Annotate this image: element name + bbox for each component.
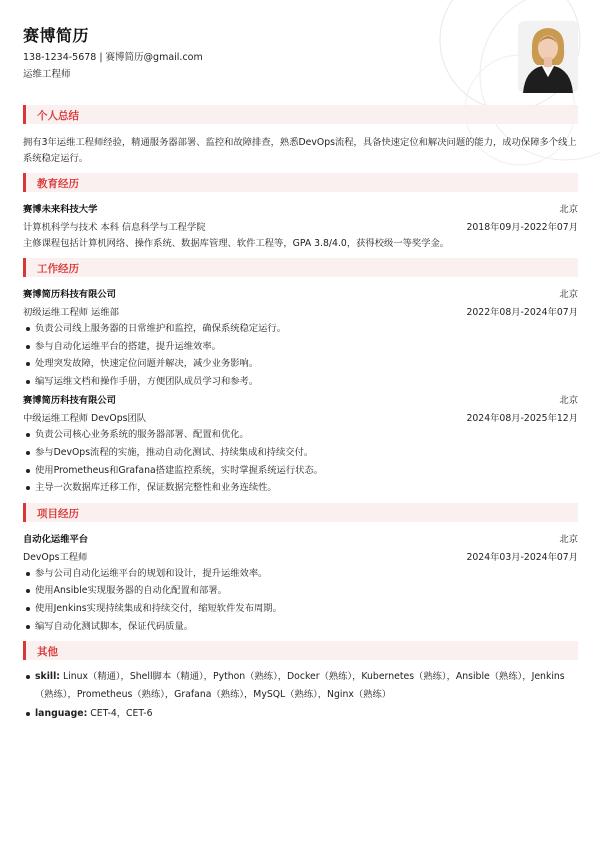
project-row-role — [23, 547, 578, 565]
candidate-name: 赛博简历 — [23, 26, 90, 45]
section-accent-bar — [23, 258, 26, 277]
contact-line — [23, 49, 203, 63]
job-bullets — [23, 426, 578, 496]
summary-text: 拥有3年运维工程师经验，精通服务器部署、监控和故障排查，熟悉DevOps流程，具备快速定位和解决问题的能力，成功保障多个线上系统稳定运行。 — [23, 137, 577, 164]
section-accent-bar — [23, 173, 26, 192]
job-bullet: 负责公司核心业务系统的服务器部署、配置和优化。 — [23, 426, 578, 444]
education-entry — [23, 199, 578, 253]
job-location: 北京 — [559, 395, 578, 407]
language-item — [23, 705, 578, 723]
education-period: 2018年09月-2022年07月 — [466, 222, 578, 233]
email-address: 赛博简历@gmail.com — [105, 52, 203, 63]
other-list — [23, 668, 578, 723]
company-name: 赛博简历科技有限公司 — [23, 289, 116, 300]
summary-section-header — [23, 105, 578, 124]
work-section-title: 工作经历 — [37, 263, 79, 275]
skills-value-line2: （熟练），Prometheus（熟练），Grafana（熟练），MySQL（熟练），Nginx（熟练） — [35, 688, 392, 700]
contact-separator: | — [99, 52, 103, 63]
job-bullet: 使用Prometheus和Grafana搭建监控系统，实时掌握系统运行状态。 — [23, 462, 578, 480]
job-position: 初级运维工程师 运维部 — [23, 307, 119, 318]
project-bullet: 编写自动化测试脚本，保证代码质量。 — [23, 618, 578, 636]
summary-section — [23, 105, 578, 167]
projects-section-header — [23, 503, 578, 522]
skills-item — [23, 668, 578, 703]
project-entry — [23, 529, 578, 635]
projects-section-title: 项目经历 — [37, 507, 79, 520]
school-location: 北京 — [559, 204, 578, 215]
education-detail: 主修课程包括计算机网络、操作系统、数据库管理、软件工程等，GPA 3.8/4.0，获得校级一等奖学金。 — [23, 238, 450, 249]
job-row-position — [23, 408, 578, 426]
job-entry — [23, 390, 578, 496]
other-section — [23, 641, 578, 723]
language-value: CET-4，CET-6 — [90, 708, 153, 720]
language-key: language: — [35, 708, 88, 720]
project-bullet: 参与公司自动化运维平台的规划和设计，提升运维效率。 — [23, 565, 578, 583]
school-name: 赛博未来科技大学 — [23, 204, 98, 215]
resume-header — [23, 0, 578, 96]
work-section-header — [23, 258, 578, 277]
job-period: 2022年08月-2024年07月 — [466, 307, 578, 318]
skills-key: skill: — [35, 671, 60, 683]
project-bullet: 使用Jenkins实现持续集成和持续交付，缩短软件发布周期。 — [23, 600, 578, 618]
profile-photo — [518, 21, 578, 93]
skills-value-line1: Linux（精通），Shell脚本（精通），Python（熟练），Docker（熟练），Kubernetes（熟练），Ansible（熟练），Jenkins — [62, 671, 565, 683]
education-row-school — [23, 199, 578, 217]
section-accent-bar — [23, 503, 26, 522]
project-row-name — [23, 529, 578, 547]
section-accent-bar — [23, 105, 26, 124]
job-position: 中级运维工程师 DevOps团队 — [23, 413, 147, 425]
phone-number: 138-1234-5678 — [23, 52, 97, 63]
other-section-header — [23, 641, 578, 660]
job-bullet: 参与自动化运维平台的搭建，提升运维效率。 — [23, 338, 578, 356]
job-row-position — [23, 302, 578, 320]
target-role: 运维工程师 — [23, 69, 71, 80]
project-period: 2024年03月-2024年07月 — [466, 551, 578, 563]
job-period: 2024年08月-2025年12月 — [466, 413, 578, 425]
job-row-company — [23, 284, 578, 302]
project-name: 自动化运维平台 — [23, 533, 89, 545]
education-section — [23, 173, 578, 253]
job-location: 北京 — [559, 289, 578, 300]
job-bullet: 主导一次数据库迁移工作，保证数据完整性和业务连续性。 — [23, 479, 578, 497]
education-section-header — [23, 173, 578, 192]
education-row-major — [23, 217, 578, 235]
education-section-title: 教育经历 — [37, 178, 79, 190]
section-accent-bar — [23, 641, 26, 660]
job-row-company — [23, 390, 578, 408]
other-section-title: 其他 — [37, 646, 58, 659]
project-role: DevOps工程师 — [23, 551, 88, 563]
job-bullet: 处理突发故障，快速定位问题并解决，减少业务影响。 — [23, 355, 578, 373]
major-info: 计算机科学与技术 本科 信息科学与工程学院 — [23, 222, 206, 233]
project-location: 北京 — [559, 533, 578, 545]
job-bullet: 参与DevOps流程的实施，推动自动化测试、持续集成和持续交付。 — [23, 444, 578, 462]
projects-section — [23, 503, 578, 635]
job-bullet: 负责公司线上服务器的日常维护和监控，确保系统稳定运行。 — [23, 320, 578, 338]
job-bullet: 编写运维文档和操作手册，方便团队成员学习和参考。 — [23, 373, 578, 391]
job-entry — [23, 284, 578, 390]
work-section — [23, 258, 578, 497]
job-bullets — [23, 320, 578, 390]
project-bullet: 使用Ansible实现服务器的自动化配置和部署。 — [23, 582, 578, 600]
resume-page — [23, 0, 578, 723]
summary-section-title: 个人总结 — [37, 110, 79, 122]
company-name: 赛博简历科技有限公司 — [23, 395, 116, 407]
project-bullets — [23, 565, 578, 635]
